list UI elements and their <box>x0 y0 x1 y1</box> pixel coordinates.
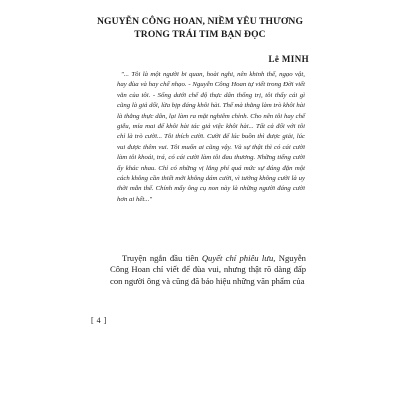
body-text-rest: , Nguyễn Công Hoan chỉ viết để đùa vui, nhưng thật rõ dàng đấp con người ông và cũng đã báo hiệu những văn phẩm của <box>110 253 306 286</box>
author-name: Lê MINH <box>268 54 309 64</box>
chapter-title-line-1: NGUYỄN CÔNG HOAN, NIỀM YÊU THƯƠNG <box>96 16 304 27</box>
chapter-title-line-2: TRONG TRÁI TIM BẠN ĐỌC <box>134 29 266 40</box>
chapter-title <box>60 15 340 41</box>
page-number: [ 4 ] <box>91 316 107 325</box>
epigraph-quote: "... Tôi là một người bi quan, hoài nghi, nên khinh thế, ngạo vật, hay đùa và hay chế nhạo. - Nguyễn Công Hoan tự viết trong Đời viết văn của tôi. - Sống dưới chế độ thực dân thống trị, tôi thấy cái gì cũng là giả dối, lừa bịp đáng khôi hài. Thế mà thằng làm trò khôi hài là thằng thực dân, lại làm ra mặt nghiêm chỉnh. Cho nên tôi hay chế giễu, mỉa mai để khôi hài tác giả việc khôi hài... Tất cả đối với tôi chỉ là trò cười... Tôi thích cười. Cười để lúc buồn thì được giải, lúc vui được thêm vui. Tôi muốn ai cũng vậy. Và sự thật thì có cái cười làm tôi khoái, trá, có cái cười làm tôi đau thương. Những tiếng cười ấy khác nhau. Chỉ có những vị lắng phí quá mức sự đáng đặn một cách không cần thiết mới không dám cười, vì tưởng không cười là uy thời mẫn thế. Chính mấy ông cụ non này là những người đáng cười hơn ai hết..." <box>117 71 305 203</box>
work-title: Quyết chí phiêu lưu <box>201 253 274 263</box>
body-paragraph <box>110 253 306 287</box>
body-text-start: Truyện ngắn đầu tiên <box>122 253 202 263</box>
